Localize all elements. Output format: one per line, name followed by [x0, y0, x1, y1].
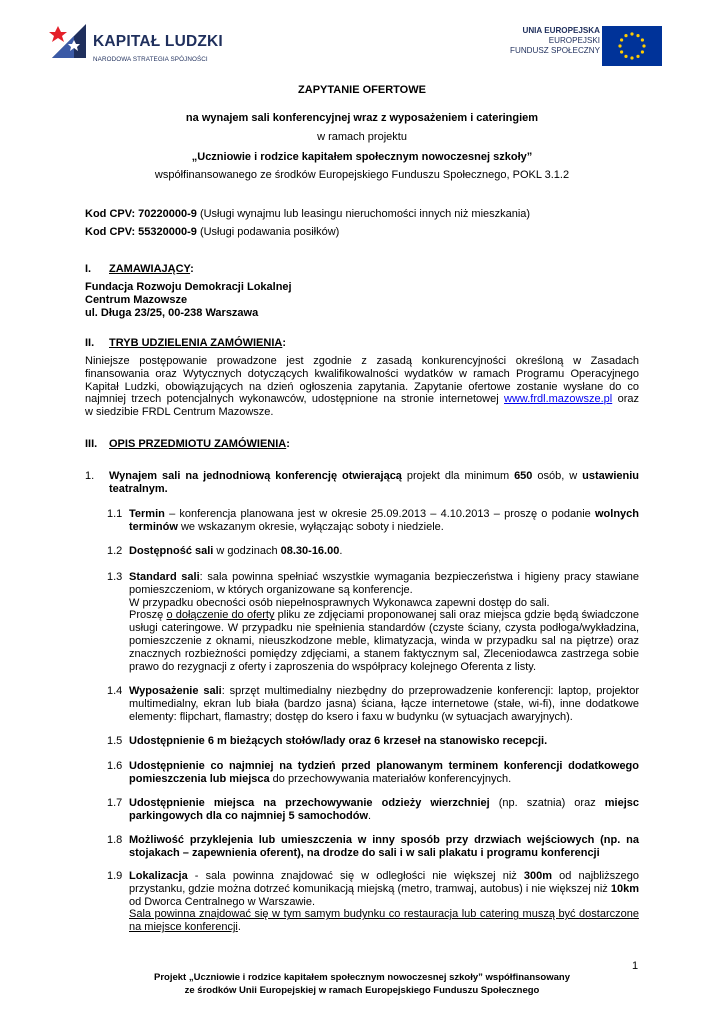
cpv-line-1: [85, 208, 530, 221]
subitem-number: 1.5: [107, 735, 123, 747]
subitem-1-2: 1.2 Dostępność sali w godzinach 08.30-16.00.: [107, 545, 343, 557]
item-number: 1.: [85, 470, 95, 482]
subitem-1-3: 1.3 Standard sali: sala powinna spełniać wszystkie wymagania bezpieczeństwa i higieny pracy stawiane pomieszczeniom, w których organizowane są konferencje. W przypadku obecności osób niepełnosprawnych Wykonawca zapewni dostęp do sali. Proszę o dołączenie do oferty pliku ze zdjęciami proponowanej sali oraz miejsca gdzie będą świadczone usługi cateringowe. W przypadku nie spełnienia standardów (czyste ściany, czysta podłoga/wykładzina, pomieszczenie z oknami, nieuszkodzone meble, klimatyzacja, winda w przypadku sal na piętrze) oraz znacznych rozbieżności pomiędzy zdjęciami, a stanem faktycznym sal, Zleceniodawca zastrzega sobie prawo do rezygnacji z oferty i zaproszenia do współpracy kolejnego Oferenta z listy.: [107, 571, 640, 673]
section-colon: :: [286, 438, 290, 450]
project-frame: w ramach projektu: [317, 131, 407, 143]
orderer-line: Fundacja Rozwoju Demokracji Lokalnej: [85, 281, 292, 293]
footer-line-2: ze środków Unii Europejskiej w ramach Europejskiego Funduszu Społecznego: [184, 985, 540, 996]
subitem-number: 1.3: [107, 571, 123, 583]
section-number: I.: [85, 263, 92, 275]
subitem-1-8: 1.8 Możliwość przyklejenia lub umieszczenia w inny sposób przy drzwiach wejściowych (np. na stojakach – zapewnienia oferent), na drodze do sali i w sali plakatu i programu konferencji: [107, 834, 639, 859]
cpv-line-2: [85, 226, 339, 239]
eu-text-line1: UNIA EUROPEJSKA: [522, 26, 600, 35]
subitem-number: 1.1: [107, 508, 123, 520]
eu-text-line2: EUROPEJSKI: [548, 36, 600, 45]
section-number: III.: [85, 438, 98, 450]
body-line: Niniejsze postępowanie prowadzone jest zgodnie z zasadą konkurencyjności określoną w Zasadach: [85, 355, 639, 367]
section-1-heading: [85, 263, 194, 276]
project-name: „Uczniowie i rodzice kapitałem społecznym nowoczesnej szkoły”: [191, 151, 533, 163]
cpv-desc: (Usługi wynajmu lub leasingu nieruchomości innych niż mieszkania): [196, 208, 531, 220]
section-2-body: [85, 355, 639, 419]
logo-title: KAPITAŁ LUDZKI: [93, 33, 223, 50]
section-title: OPIS PRZEDMIOTU ZAMÓWIENIA: [109, 438, 287, 450]
orderer-line: Centrum Mazowsze: [85, 293, 188, 306]
logo-subtitle: NARODOWA STRATEGIA SPÓJNOŚCI: [93, 56, 208, 63]
cofinance-note: współfinansowanego ze środków Europejskiego Funduszu Społecznego, POKL 3.1.2: [154, 169, 570, 181]
subitem-number: 1.4: [107, 685, 123, 697]
page-number: 1: [632, 960, 639, 972]
footer-line-1: Projekt „Uczniowie i rodzice kapitałem społecznym nowoczesnej szkoły” współfinansowany: [153, 972, 570, 983]
subitem-1-6: 1.6 Udostępnienie co najmniej na tydzień przed planowanym terminem konferencji dodatkowego pomieszczenia lub miejsca do przechowywania materiałów konferencyjnych.: [107, 760, 639, 785]
kapital-ludzki-emblem-icon: [48, 18, 90, 60]
item-1: [85, 470, 639, 496]
eu-text: [490, 26, 600, 56]
subitem-1-4: 1.4 Wyposażenie sali: sprzęt multimedialny niezbędny do przeprowadzenie konferencji: laptop, projektor multimedialny, ekran lub biała (bardzo jasna) ściana, łącze internetowe (stałe, wi-fi), inne dodatkowe elementy: flipchart, flamastry; dostęp do ksero i faxu w budynku (w sytuacjach awaryjnych).: [107, 685, 639, 723]
kapital-ludzki-logo: [48, 16, 223, 78]
item-line: Wynajem sali na jednodniową konferencję otwierającą projekt dla minimum 650 osób, w ustawieniu: [109, 470, 639, 482]
subitem-1-7: 1.7 Udostępnienie miejsca na przechowywanie odzieży wierzchniej (np. szatnia) oraz miejsc parkingowych dla co najmniej 5 samochodów.: [107, 797, 640, 822]
subitem-1-1: 1.1 Termin – konferencja planowana jest w okresie 25.09.2013 – 4.10.2013 – proszę o podanie wolnych terminów we wskazanym okresie, wyłączając soboty i niedziele.: [107, 508, 639, 533]
subitem-number: 1.2: [107, 545, 123, 557]
orderer-address: [85, 281, 292, 319]
document-title: ZAPYTANIE OFERTOWE: [298, 84, 426, 96]
item-line: teatralnym.: [109, 482, 168, 495]
section-colon: :: [282, 337, 287, 349]
eu-flag-icon: [602, 26, 662, 66]
subitem-1-5: 1.5 Udostępnienie 6 m bieżących stołów/lady oraz 6 krzeseł na stanowisko recepcji.: [107, 735, 548, 747]
subitem-number: 1.8: [107, 834, 123, 846]
body-line: finansowania oraz Wytycznych dotyczących kwalifikowalności wydatków w ramach Programu Operacyjnego: [85, 367, 639, 380]
section-2-heading: [85, 337, 287, 350]
subitem-number: 1.6: [107, 760, 123, 772]
cpv-desc: (Usługi podawania posiłków): [196, 226, 340, 238]
frdl-website-link[interactable]: www.frdl.mazowsze.pl: [504, 393, 613, 406]
subitem-1-9: 1.9 Lokalizacja - sala powinna znajdować się w odległości nie większej niż 300m od najbliższego przystanku, gdzie można dotrzeć komunikacją miejską (metro, tramwaj, autobus) i nie większej niż 10km od Dworca Centralnego w Warszawie. Sala powinna znajdować się w tym samym budynku co restauracja lub catering muszą być dostarczone na miejsce konferencji.: [107, 870, 639, 934]
body-line: Kapitał Ludzki, obowiązujących na dzień ogłoszenia zapytania. Zapytanie ofertowe zostanie wysłane do co: [85, 380, 639, 393]
eu-text-line3: FUNDUSZ SPOŁECZNY: [510, 46, 600, 55]
subitem-number: 1.9: [107, 870, 123, 882]
document-subtitle: na wynajem sali konferencyjnej wraz z wyposażeniem i cateringiem: [185, 112, 539, 124]
orderer-line: ul. Długa 23/25, 00-238 Warszawa: [85, 306, 259, 319]
section-3-heading: [85, 438, 290, 451]
cpv-code: Kod CPV: 55320000-9: [85, 226, 197, 238]
body-line-with-link: najmniej trzech potencjalnych wykonawców, udostępnione na stronie internetowej www.frdl.mazowsze.pl oraz: [85, 393, 639, 406]
section-title: ZAMAWIAJĄCY: [109, 263, 191, 275]
eu-logo: [500, 26, 662, 66]
section-title: TRYB UDZIELENIA ZAMÓWIENIA: [109, 337, 283, 349]
body-line: w siedzibie FRDL Centrum Mazowsze.: [85, 406, 274, 419]
section-colon: :: [190, 263, 194, 275]
section-number: II.: [85, 337, 95, 349]
subitem-number: 1.7: [107, 797, 123, 809]
cpv-code: Kod CPV: 70220000-9: [85, 208, 197, 220]
